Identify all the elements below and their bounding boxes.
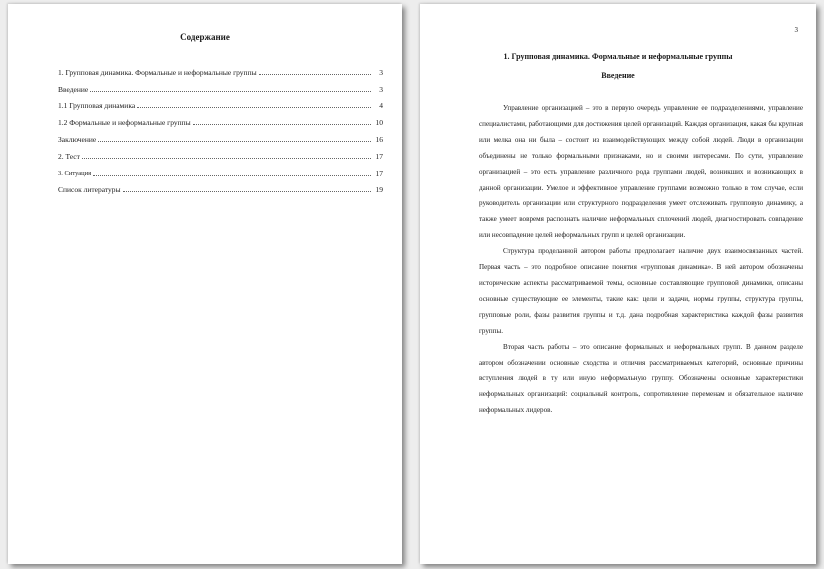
toc-entry-page: 19 — [375, 185, 383, 195]
section-title: Введение — [601, 71, 635, 80]
toc-entry-text: Введение — [58, 84, 89, 94]
toc-entry — [58, 77, 383, 94]
toc-leader — [82, 158, 371, 159]
toc-entry-page: 3 — [379, 84, 383, 94]
toc-leader — [137, 107, 371, 108]
toc-entry-page: 17 — [375, 168, 383, 178]
toc-entry — [58, 110, 383, 127]
paragraph: Структура проделанной автором работы предполагает наличие двух взаимосвязанных частей. Первая часть – это подробное описание понятия «групповая динамика». В ней автором обозначены исторические аспекты рассматриваемой темы, основные составляющие групповой динамики, описаны основные существующие ее элементы, такие как: цели и задачи, нормы группы, структура группы, групповые роли, фазы развития группы и т.д. дана подробная характеристика каждой фазы развития группы. — [479, 247, 803, 335]
toc-entry-text: 1. Групповая динамика. Формальные и неформальные группы — [58, 67, 257, 77]
paragraph: Вторая часть работы – это описание формальных и неформальных групп. В данном разделе автором обозначении основные сходства и отличия рассматриваемых категорий, основные причины вступления людей в ту или иную неформальную группу. Обозначены основные характеристики неформальных организаций: социальный контроль, сопротивление переменам и обязательное наличие неформальных лидеров. — [479, 342, 803, 415]
paragraph: Управление организацией – это в первую очередь управление ее подразделениями, управление специалистами, работающими для достижения целей организаций. Каждая организация, какая бы крупная или мелка она ни была – состоит из взаимодействующих между собой людей. Люди в организации объединены не только формальными признаками, но и своими интересами. По сути, управление организацией – это есть управление различного рода группами людей, возникших и возникающих в данной организации. Умелое и эффективное управление группами возможно только в том случае, если руководитель организации или структурного подразделения умеет отслеживать групповую динамику, а также умеет вовремя распознать наличие неформальных сплочений людей, диагностировать совпадение или несовпадение целей неформальных групп и целей организации. — [479, 104, 803, 240]
chapter-title: 1. Групповая динамика. Формальные и неформальные группы — [503, 52, 733, 61]
toc-leader — [98, 141, 371, 142]
toc-leader — [123, 191, 371, 192]
introduction-page — [420, 4, 816, 564]
contents-title: Содержание — [180, 32, 230, 42]
toc-entry-page: 3 — [379, 67, 383, 77]
page-number: 3 — [794, 26, 798, 34]
toc-leader — [259, 74, 371, 75]
toc-entry-page: 17 — [375, 151, 383, 161]
toc-leader — [193, 124, 371, 125]
toc-entry-text: 1.2 Формальные и неформальные группы — [58, 118, 191, 128]
toc-entry-text: Список литературы — [58, 185, 121, 195]
toc-entry-page: 10 — [375, 118, 383, 128]
toc-leader — [90, 91, 371, 92]
toc-entry-text: 2. Тест — [58, 151, 80, 161]
toc-entry — [58, 144, 383, 161]
toc-entry-page: 4 — [379, 101, 383, 111]
body-text — [479, 101, 803, 419]
toc-entry-text: Заключение — [58, 134, 97, 144]
table-of-contents — [58, 60, 383, 194]
toc-entry — [58, 178, 383, 195]
toc-entry — [58, 60, 383, 77]
toc-entry-text: 1.1 Групповая динамика — [58, 101, 136, 111]
toc-entry-page: 16 — [375, 134, 383, 144]
toc-entry — [58, 127, 383, 144]
toc-entry — [58, 161, 383, 178]
toc-entry-text: 3. Ситуация — [58, 169, 92, 177]
contents-page — [8, 4, 402, 564]
toc-leader — [93, 175, 371, 176]
toc-entry — [58, 94, 383, 111]
